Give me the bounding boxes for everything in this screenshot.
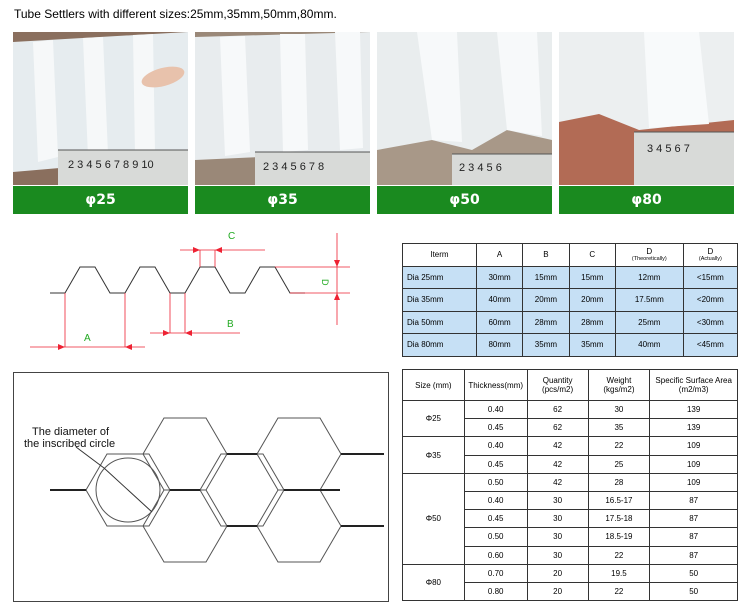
table-row: Dia 25mm 30mm 15mm 15mm 12mm <15mm <box>403 266 738 289</box>
photo-caption-35: φ35 <box>195 186 370 214</box>
hexagon-diagram-frame <box>13 372 389 602</box>
table-row: Dia 50mm 60mm 28mm 28mm 25mm <30mm <box>403 311 738 334</box>
photo-tube-80 <box>559 32 734 185</box>
photo-caption-25: φ25 <box>13 186 188 214</box>
size-cell: Φ35 <box>403 437 465 473</box>
header-cell: A <box>476 244 522 267</box>
photo-caption-80: φ80 <box>559 186 734 214</box>
label-a: A <box>84 333 91 344</box>
table-row: Φ80 0.70 20 19.5 50 <box>403 564 738 582</box>
table-header-row <box>403 244 738 267</box>
photo-ruler-numbers: 2 3 4 5 6 <box>459 162 502 174</box>
table-row: 0.45 42 25 109 <box>403 455 738 473</box>
photo-tube-35 <box>195 32 370 185</box>
table-row: Φ50 0.50 42 28 109 <box>403 473 738 491</box>
photo-caption-50: φ50 <box>377 186 552 214</box>
table-row: 0.45 30 17.5-18 87 <box>403 510 738 528</box>
table-row: Dia 35mm 40mm 20mm 20mm 17.5mm <20mm <box>403 289 738 312</box>
table-header-row <box>403 370 738 401</box>
label-d: D <box>320 279 330 286</box>
photo-ruler-numbers: 2 3 4 5 6 7 8 <box>263 161 325 173</box>
photo-tube-50 <box>377 32 552 185</box>
photo-ruler-numbers: 3 4 5 6 7 <box>647 143 690 155</box>
table-row: 0.50 30 18.5-19 87 <box>403 528 738 546</box>
size-cell: Φ50 <box>403 473 465 564</box>
size-cell: Φ80 <box>403 564 465 600</box>
header-quantity: Quantity (pcs/m2) <box>527 370 588 401</box>
table-row: Φ25 0.40 62 30 139 <box>403 401 738 419</box>
header-weight: Weight (kgs/m2) <box>588 370 650 401</box>
table-row: Dia 80mm 80mm 35mm 35mm 40mm <45mm <box>403 334 738 357</box>
table-row: Φ35 0.40 42 22 109 <box>403 437 738 455</box>
header-ssa: Specific Surface Area (m2/m3) <box>650 370 738 401</box>
photo-tube-25 <box>13 32 188 185</box>
header-thickness: Thickness(mm) <box>464 370 527 401</box>
header-cell: D (Theoretically) <box>615 244 683 267</box>
size-cell: Φ25 <box>403 401 465 437</box>
photo-ruler-numbers: 2 3 4 5 6 7 8 9 10 <box>68 159 154 171</box>
annotation-line-1: The diameter of <box>32 426 110 438</box>
table-row: 0.40 30 16.5-17 87 <box>403 491 738 509</box>
hexagon-diagram <box>14 373 388 601</box>
header-cell: C <box>569 244 615 267</box>
table-row: 0.45 62 35 139 <box>403 419 738 437</box>
table-row: 0.60 30 22 87 <box>403 546 738 564</box>
profile-diagram <box>0 225 395 355</box>
header-cell: D (Actually) <box>683 244 737 267</box>
header-cell: Iterm <box>403 244 477 267</box>
table-row: 0.80 20 22 50 <box>403 582 738 600</box>
dimension-table <box>402 243 738 357</box>
page-title: Tube Settlers with different sizes:25mm,35mm,50mm,80mm. <box>14 7 337 21</box>
header-size: Size (mm) <box>403 370 465 401</box>
label-c: C <box>228 231 236 242</box>
annotation-line-2: the inscribed circle <box>24 438 116 450</box>
label-b: B <box>227 319 234 330</box>
header-cell: B <box>523 244 569 267</box>
spec-table <box>402 369 738 601</box>
